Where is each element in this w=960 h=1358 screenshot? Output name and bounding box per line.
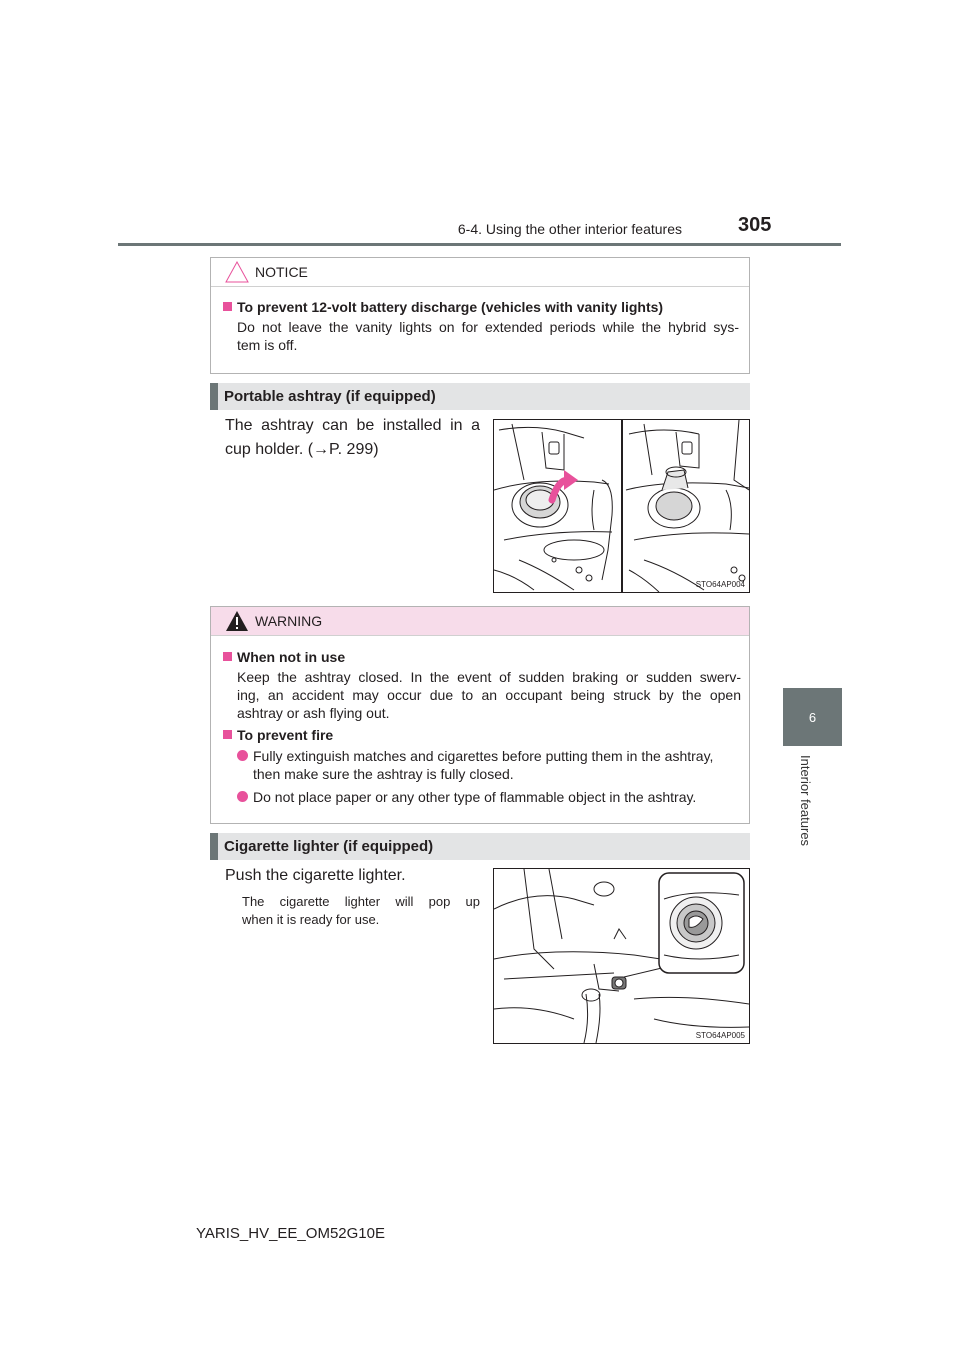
notice-condition [219,299,739,315]
warning-triangle-icon [225,610,249,632]
lighter-drawing [494,869,749,1043]
warning-bullet-1 [237,747,741,783]
notice-box [210,257,750,374]
section-title: 6-4. Using the other interior features [457,221,682,237]
square-bullet-icon [223,652,232,661]
warning-bullet-line: Do not place paper or any other type of flammable object in the ashtray. [253,789,697,805]
notice-title: NOTICE [255,264,308,280]
notice-condition-text: To prevent 12-volt battery discharge (vehicles with vanity lights) [237,299,664,315]
warning-condition-1 [219,649,741,665]
warning-condition-text: To prevent fire [237,727,334,743]
header-rule [118,243,841,246]
chapter-label-text: Interior features [798,755,813,847]
chapter-label [797,755,813,865]
warning-bullet-line: then make sure the ashtray is fully closed. [253,766,514,782]
square-bullet-icon [223,730,232,739]
caution-triangle-icon [225,261,249,283]
warning-condition-2 [219,727,741,743]
ashtray-illustration [493,419,750,593]
notice-text-line: Do not leave the vanity lights on for extended periods while the hybrid sys- [237,319,739,335]
document-code: YARIS_HV_EE_OM52G10E [196,1225,385,1242]
lighter-subtext [242,893,480,929]
ashtray-text-line: The ashtray can be installed in a [225,417,480,434]
warning-bullet-2 [237,788,741,806]
page-number: 305 [738,214,772,236]
notice-text-line: tem is off. [237,337,298,353]
lighter-subtext-line: The cigarette lighter will pop up [242,894,480,909]
chapter-tab [783,688,842,746]
figure-id: STO64AP004 [695,580,745,589]
chapter-number: 6 [808,709,817,725]
ashtray-text [225,414,480,462]
section-heading-ashtray: Portable ashtray (if equipped) [210,383,750,410]
ashtray-text-line: cup holder. (→P. 299) [225,441,379,458]
warning-condition-text: When not in use [237,649,346,665]
warning-text-line: ing, an accident may occur due to an occupant being struck by the open [237,687,741,703]
square-bullet-icon [223,302,232,311]
lighter-illustration [493,868,750,1044]
warning-header [211,607,749,636]
warning-bullet-line: Fully extinguish matches and cigarettes before putting them in the ashtray, [253,748,714,764]
notice-header [211,258,749,287]
section-heading-lighter: Cigarette lighter (if equipped) [210,833,750,860]
figure-id: STO64AP005 [695,1031,745,1040]
warning-text-line: ashtray or ash flying out. [237,705,390,721]
warning-text-line: Keep the ashtray closed. In the event of sudden braking or sudden swerv- [237,669,741,685]
warning-title: WARNING [255,613,323,629]
lighter-text: Push the cigarette lighter. [225,867,406,884]
lighter-subtext-line: when it is ready for use. [242,912,380,927]
warning-text-1 [219,668,741,722]
circle-bullet-icon [237,750,248,761]
ashtray-drawing [494,420,749,592]
notice-text [219,318,739,354]
circle-bullet-icon [237,791,248,802]
warning-box [210,606,750,824]
